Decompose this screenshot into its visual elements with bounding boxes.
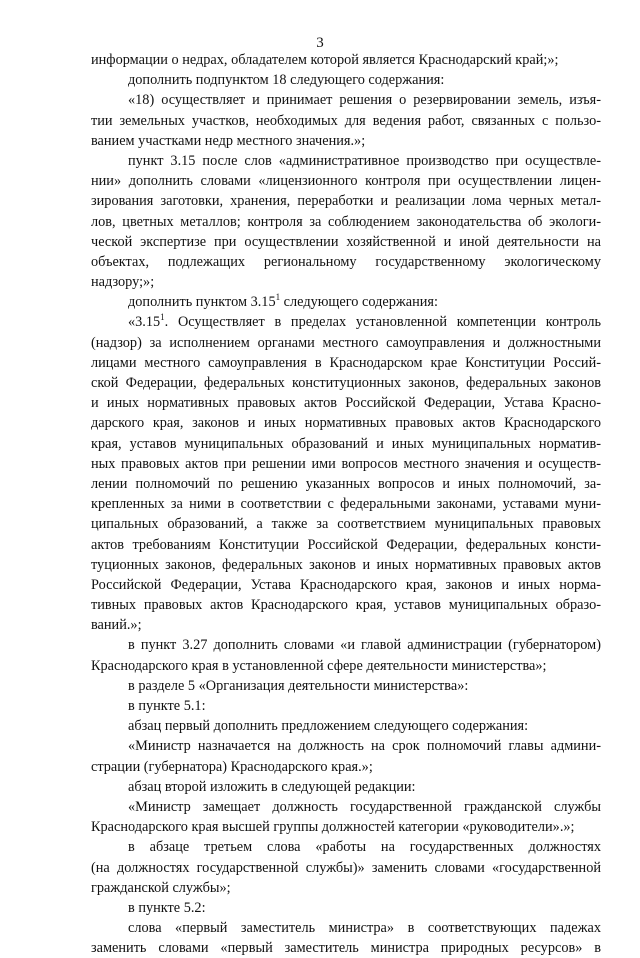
page-number: 3 bbox=[316, 35, 324, 51]
text-line bbox=[91, 555, 601, 575]
text-line bbox=[91, 535, 601, 555]
text-line-content: гражданской службы»; bbox=[91, 879, 231, 896]
text-line-content: зирования заготовки, хранения, переработки и реализации лома черных метал- bbox=[91, 193, 601, 210]
text-line-content: лицами местного самоуправления в Краснодарском крае Конституции Россий- bbox=[91, 354, 601, 371]
text-line-content: «3.15 bbox=[128, 314, 161, 331]
text-line-content: страции (губернатора) Краснодарского края.»; bbox=[91, 758, 373, 775]
text-line-content: ваний.»; bbox=[91, 617, 142, 634]
text-line-content: края, уставов муниципальных образований и иных муниципальных норматив- bbox=[91, 435, 601, 452]
text-line bbox=[91, 898, 601, 918]
text-line bbox=[91, 90, 601, 110]
text-line bbox=[91, 494, 601, 514]
text-line-content: заменить словами «первый заместитель министра природных ресурсов» в bbox=[91, 940, 601, 957]
text-line-content: (надзор) за исполнением органами местного самоуправления и должностными bbox=[91, 334, 601, 351]
text-line bbox=[91, 111, 601, 131]
text-line bbox=[91, 232, 601, 252]
text-line bbox=[91, 312, 601, 332]
text-line bbox=[91, 938, 601, 958]
text-line-content: ных правовых актов при решении ими вопросов местного значения и осуществ- bbox=[91, 455, 601, 472]
text-line-content: лении полномочий по решению указанных вопросов и иных полномочий, за- bbox=[91, 475, 601, 492]
text-line bbox=[91, 817, 601, 837]
text-line-content: в пункте 5.2: bbox=[128, 899, 206, 916]
text-line-content: (на должностях государственной службы)» заменить словами «государственной bbox=[91, 859, 601, 876]
text-line bbox=[91, 252, 601, 272]
text-line-content: в разделе 5 «Организация деятельности министерства»: bbox=[128, 677, 469, 694]
document-body bbox=[91, 50, 601, 958]
text-line-content: тии земельных участков, необходимых для ведения работ, связанных с пользо- bbox=[91, 112, 601, 129]
text-line-content: в абзаце третьем слова «работы на государственных должностях bbox=[128, 839, 601, 856]
text-line bbox=[91, 171, 601, 191]
text-line-content: дополнить подпунктом 18 следующего содержания: bbox=[128, 72, 445, 89]
text-line-content: «Министр назначается на должность на срок полномочий главы админи- bbox=[128, 738, 601, 755]
text-line bbox=[91, 757, 601, 777]
text-line bbox=[91, 212, 601, 232]
text-line bbox=[91, 514, 601, 534]
text-line bbox=[91, 393, 601, 413]
text-line-content: ческой экспертизе при осуществлении хозяйственной и иной деятельности на bbox=[91, 233, 601, 250]
text-line-content: лов, цветных металлов; контроля за соблюдением законодательства об экологи- bbox=[91, 213, 601, 230]
text-line bbox=[91, 918, 601, 938]
text-line-content: в пункте 5.1: bbox=[128, 698, 206, 714]
text-line bbox=[91, 797, 601, 817]
text-line-content: туционных законов, федеральных законов и иных нормативных правовых актов bbox=[91, 556, 601, 573]
text-line bbox=[91, 575, 601, 595]
text-line bbox=[91, 131, 601, 151]
text-line-content: надзору;»; bbox=[91, 274, 155, 291]
text-line-content: Российской Федерации, Устава Краснодарского края, законов и иных норма- bbox=[91, 576, 601, 593]
text-line-content: дарского края, законов и иных нормативных правовых актов Краснодарского bbox=[91, 415, 601, 432]
text-line bbox=[91, 696, 601, 716]
text-line-content: объектах, подлежащих региональному государственному экологическому bbox=[91, 253, 601, 270]
text-line-content: абзац второй изложить в следующей редакции: bbox=[128, 778, 416, 795]
text-line-content: актов требованиям Конституции Российской Федерации, федеральных консти- bbox=[91, 536, 601, 553]
text-line bbox=[91, 272, 601, 292]
text-line-content: ципальных образований, а также за соответствием муниципальных правовых bbox=[91, 516, 601, 533]
text-line bbox=[91, 858, 601, 878]
text-line-content: «Министр замещает должность государственной гражданской службы bbox=[128, 798, 601, 815]
text-line bbox=[91, 333, 601, 353]
text-line bbox=[91, 50, 601, 70]
text-line bbox=[91, 191, 601, 211]
text-line-content: в пункт 3.27 дополнить словами «и главой администрации (губернатором) bbox=[128, 637, 601, 654]
text-line-content: Краснодарского края в установленной сфере деятельности министерства»; bbox=[91, 657, 547, 674]
text-line-content: информации о недрах, обладателем которой является Краснодарский край;»; bbox=[91, 52, 559, 68]
text-line-content: нии» дополнить словами «лицензионного контроля при осуществлении лицен- bbox=[91, 173, 601, 190]
text-line bbox=[91, 837, 601, 857]
text-line bbox=[91, 878, 601, 898]
text-line bbox=[91, 736, 601, 756]
text-line bbox=[91, 716, 601, 736]
text-line bbox=[91, 292, 601, 312]
text-line-continuation: . Осуществляет в пределах установленной компетенции контроль bbox=[164, 314, 601, 331]
text-line-content: абзац первый дополнить предложением следующего содержания: bbox=[128, 718, 529, 735]
text-line bbox=[91, 615, 601, 635]
superscript: 1 bbox=[160, 312, 165, 323]
text-line bbox=[91, 70, 601, 90]
superscript: 1 bbox=[275, 292, 281, 303]
text-line-content: пункт 3.15 после слов «административное производство при осуществле- bbox=[128, 152, 601, 169]
text-line bbox=[91, 373, 601, 393]
text-line-content: ской Федерации, федеральных конституционных законов, федеральных законов bbox=[91, 375, 601, 391]
text-line-continuation: следующего содержания: bbox=[280, 294, 438, 311]
text-line bbox=[91, 777, 601, 797]
text-line bbox=[91, 151, 601, 171]
text-line bbox=[91, 595, 601, 615]
text-line bbox=[91, 413, 601, 433]
text-line bbox=[91, 434, 601, 454]
text-line-content: ванием участками недр местного значения.»; bbox=[91, 132, 366, 149]
text-line bbox=[91, 676, 601, 696]
text-line-content: «18) осуществляет и принимает решения о резервировании земель, изъя- bbox=[128, 92, 601, 109]
text-line bbox=[91, 656, 601, 676]
text-line-content: слова «первый заместитель министра» в соответствующих падежах bbox=[128, 920, 601, 937]
text-line-content: крепленных за ними в соответствии с федеральными законами, уставами муни- bbox=[91, 496, 601, 513]
text-line bbox=[91, 353, 601, 373]
text-line bbox=[91, 635, 601, 655]
text-line-content: тивных правовых актов Краснодарского края, уставов муниципальных образо- bbox=[91, 597, 601, 614]
text-line bbox=[91, 474, 601, 494]
text-line-content: дополнить пунктом 3.15 bbox=[128, 294, 276, 311]
text-line-content: Краснодарского края высшей группы должностей категории «руководители».»; bbox=[91, 819, 575, 836]
text-line bbox=[91, 454, 601, 474]
text-line-content: и иных нормативных правовых актов Российской Федерации, Устава Красно- bbox=[91, 395, 601, 412]
